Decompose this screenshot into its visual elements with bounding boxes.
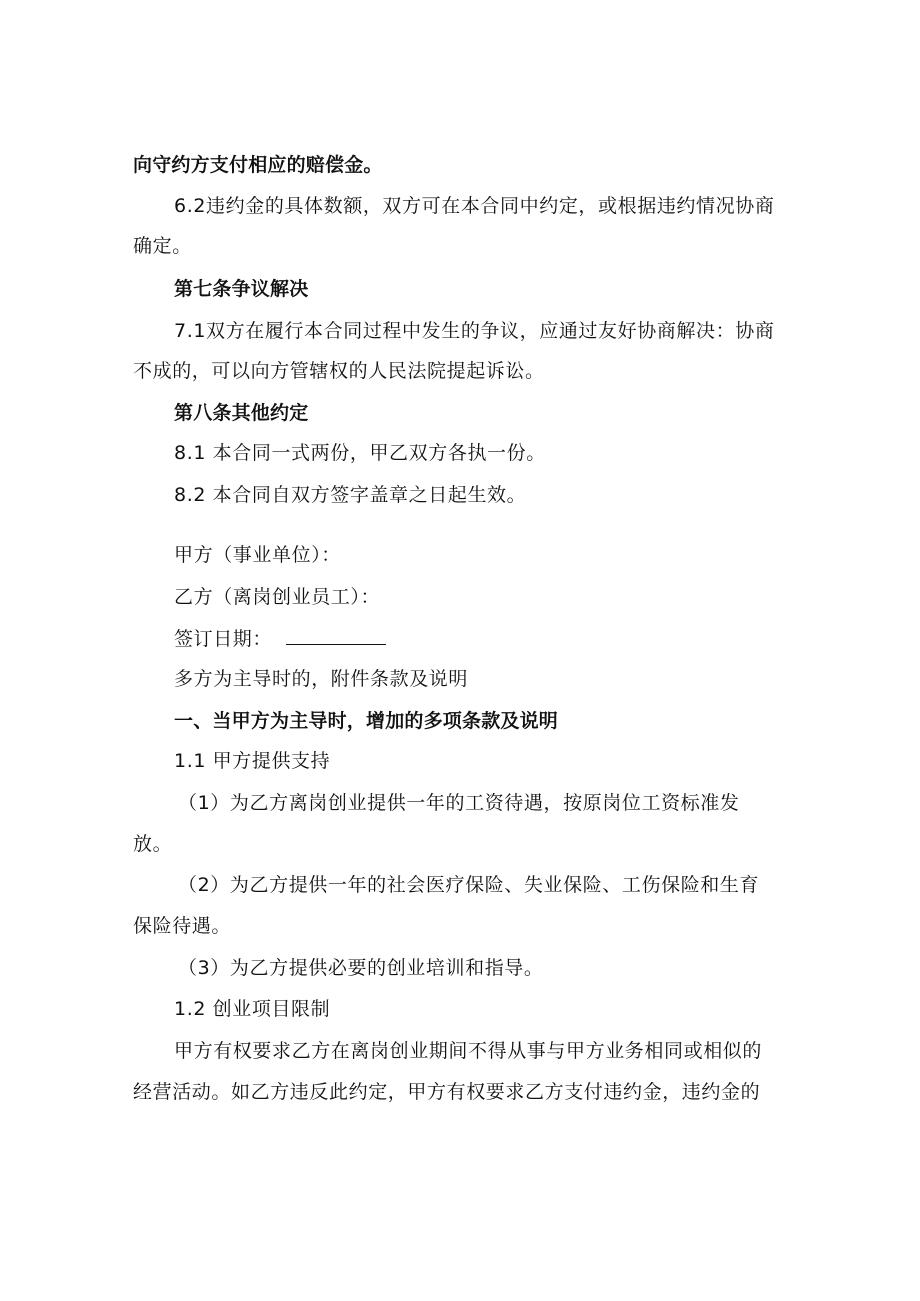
clause-7-1: 7.1双方在履行本合同过程中发生的争议，应通过友好协商解决：协商 — [174, 320, 775, 342]
annex-item-1: （1）为乙方离岗创业提供一年的工资待遇，按原岗位工资标准发 — [178, 792, 740, 814]
article-8-heading: 第八条其他约定 — [174, 402, 309, 424]
party-b-signature-label: 乙方（离岗创业员工）： — [174, 586, 381, 608]
signing-date-label: 签订日期： — [174, 628, 273, 650]
annex-clause-1-2-body-cont: 经营活动。如乙方违反此约定，甲方有权要求乙方支付违约金，违约金的 — [133, 1081, 761, 1103]
annex-item-1-cont: 放。 — [133, 833, 173, 855]
clause-8-2: 8.2 本合同自双方签字盖章之日起生效。 — [174, 484, 527, 506]
clause-8-1: 8.1 本合同一式两份，甲乙双方各执一份。 — [174, 442, 546, 464]
annex-clause-1-2-body: 甲方有权要求乙方在离岗创业期间不得从事与甲方业务相同或相似的 — [174, 1040, 763, 1062]
clause-6-2-cont: 确定。 — [133, 235, 192, 257]
clause-7-1-cont: 不成的，可以向方管辖权的人民法院提起诉讼。 — [133, 360, 545, 382]
clause-6-2: 6.2违约金的具体数额，双方可在本合同中约定，或根据违约情况协商 — [174, 195, 775, 217]
paragraph-compensation-tail: 向守约方支付相应的赔偿金。 — [133, 154, 383, 176]
annex-clause-1-1: 1.1 甲方提供支持 — [174, 750, 331, 772]
party-a-signature-label: 甲方（事业单位）： — [174, 544, 341, 566]
annex-section-1-heading: 一、当甲方为主导时，增加的多项条款及说明 — [174, 710, 559, 732]
annex-item-2: （2）为乙方提供一年的社会医疗保险、失业保险、工伤保险和生育 — [178, 874, 760, 896]
signing-date-blank — [286, 626, 386, 645]
signing-date-row — [174, 626, 386, 652]
annex-intro: 多方为主导时的，附件条款及说明 — [174, 668, 469, 690]
annex-clause-1-2: 1.2 创业项目限制 — [174, 998, 331, 1020]
annex-item-2-cont: 保险待遇。 — [133, 915, 232, 937]
annex-item-3: （3）为乙方提供必要的创业培训和指导。 — [178, 957, 544, 979]
article-7-heading: 第七条争议解决 — [174, 278, 309, 300]
